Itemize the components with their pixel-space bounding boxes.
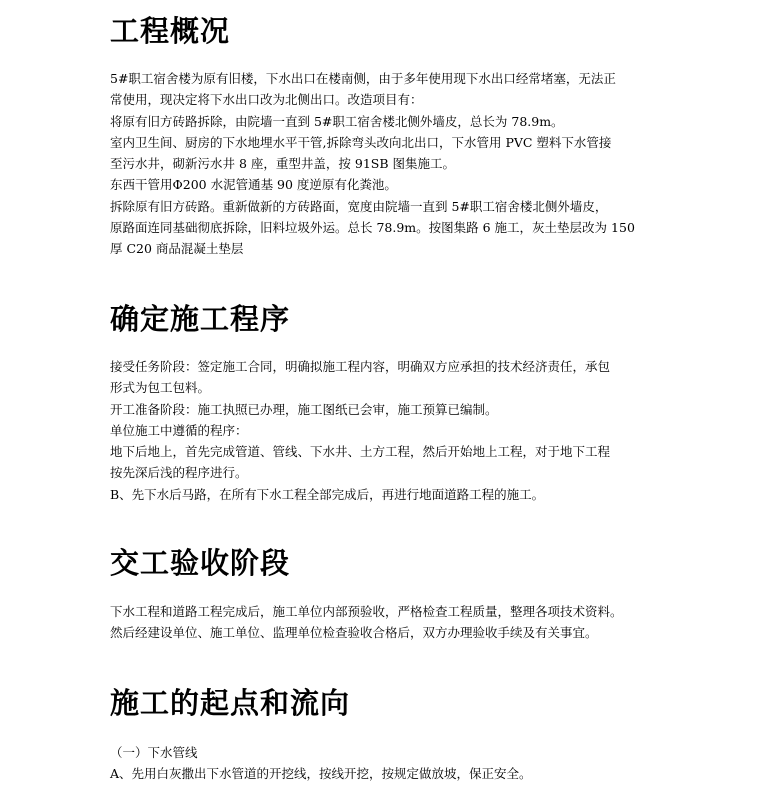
section-title-construction-procedure: 确定施工程序 — [110, 302, 291, 336]
paragraph-line: 单位施工中遵循的程序： — [110, 422, 248, 438]
section-body-acceptance-stage — [110, 601, 623, 644]
paragraph-line: 然后经建设单位、施工单位、监理单位检查验收合格后，双方办理验收手续及有关事宜。 — [110, 625, 598, 641]
section-body-start-and-flow — [110, 742, 532, 785]
paragraph-line: 将原有旧方砖路拆除，由院墙一直到 5#职工宿舍楼北侧外墙皮，总长为 78.9m。 — [110, 113, 564, 129]
section-title-acceptance-stage: 交工验收阶段 — [110, 546, 291, 580]
paragraph-line: 东西干管用Φ200 水泥管通基 90 度逆原有化粪池。 — [110, 177, 397, 193]
paragraph-line: 地下后地上，首先完成管道、管线、下水井、土方工程，然后开始地上工程，对于地下工程 — [110, 444, 611, 460]
section-body-construction-procedure — [110, 356, 610, 505]
paragraph-line: 下水工程和道路工程完成后，施工单位内部预验收，严格检查工程质量，整理各项技术资料。 — [110, 604, 623, 619]
paragraph-line: 原路面连同基础彻底拆除，旧料垃圾外运。总长 78.9m。按图集路 6 施工，灰土垫层改为 150 — [110, 220, 635, 236]
section-title-project-overview: 工程概况 — [110, 14, 231, 48]
paragraph-line: 开工准备阶段：施工执照已办理，施工图纸已会审，施工预算已编制。 — [110, 401, 498, 417]
paragraph-line: A、先用白灰撒出下水管道的开挖线，按线开挖，按规定做放坡，保正安全。 — [110, 766, 532, 782]
section-title-start-and-flow: 施工的起点和流向 — [110, 686, 351, 720]
paragraph-line: 按先深后浅的程序进行。 — [110, 465, 248, 481]
paragraph-line: 常使用，现决定将下水出口改为北侧出口。改造项目有： — [110, 92, 423, 108]
paragraph-line: 厚 C20 商品混凝土垫层 — [110, 241, 244, 257]
paragraph-line: 室内卫生间、厨房的下水地埋水平干管,拆除弯头改向北出口，下水管用 PVC 塑料下水管接 — [110, 134, 612, 150]
paragraph-line: B、先下水后马路，在所有下水工程全部完成后，再进行地面道路工程的施工。 — [110, 486, 545, 502]
paragraph-line: 5#职工宿舍楼为原有旧楼，下水出口在楼南侧，由于多年使用现下水出口经常堵塞，无法正 — [110, 71, 616, 86]
paragraph-line: （一）下水管线 — [110, 745, 198, 760]
paragraph-line: 拆除原有旧方砖路。重新做新的方砖路面，宽度由院墙一直到 5#职工宿舍楼北侧外墙皮， — [110, 198, 608, 214]
paragraph-line: 接受任务阶段：签定施工合同，明确拟施工程内容，明确双方应承担的技术经济责任，承包 — [110, 359, 611, 374]
paragraph-line: 至污水井，砌新污水井 8 座，重型井盖，按 91SB 图集施工。 — [110, 156, 456, 172]
paragraph-line: 形式为包工包料。 — [110, 380, 211, 396]
section-body-project-overview — [110, 68, 635, 260]
